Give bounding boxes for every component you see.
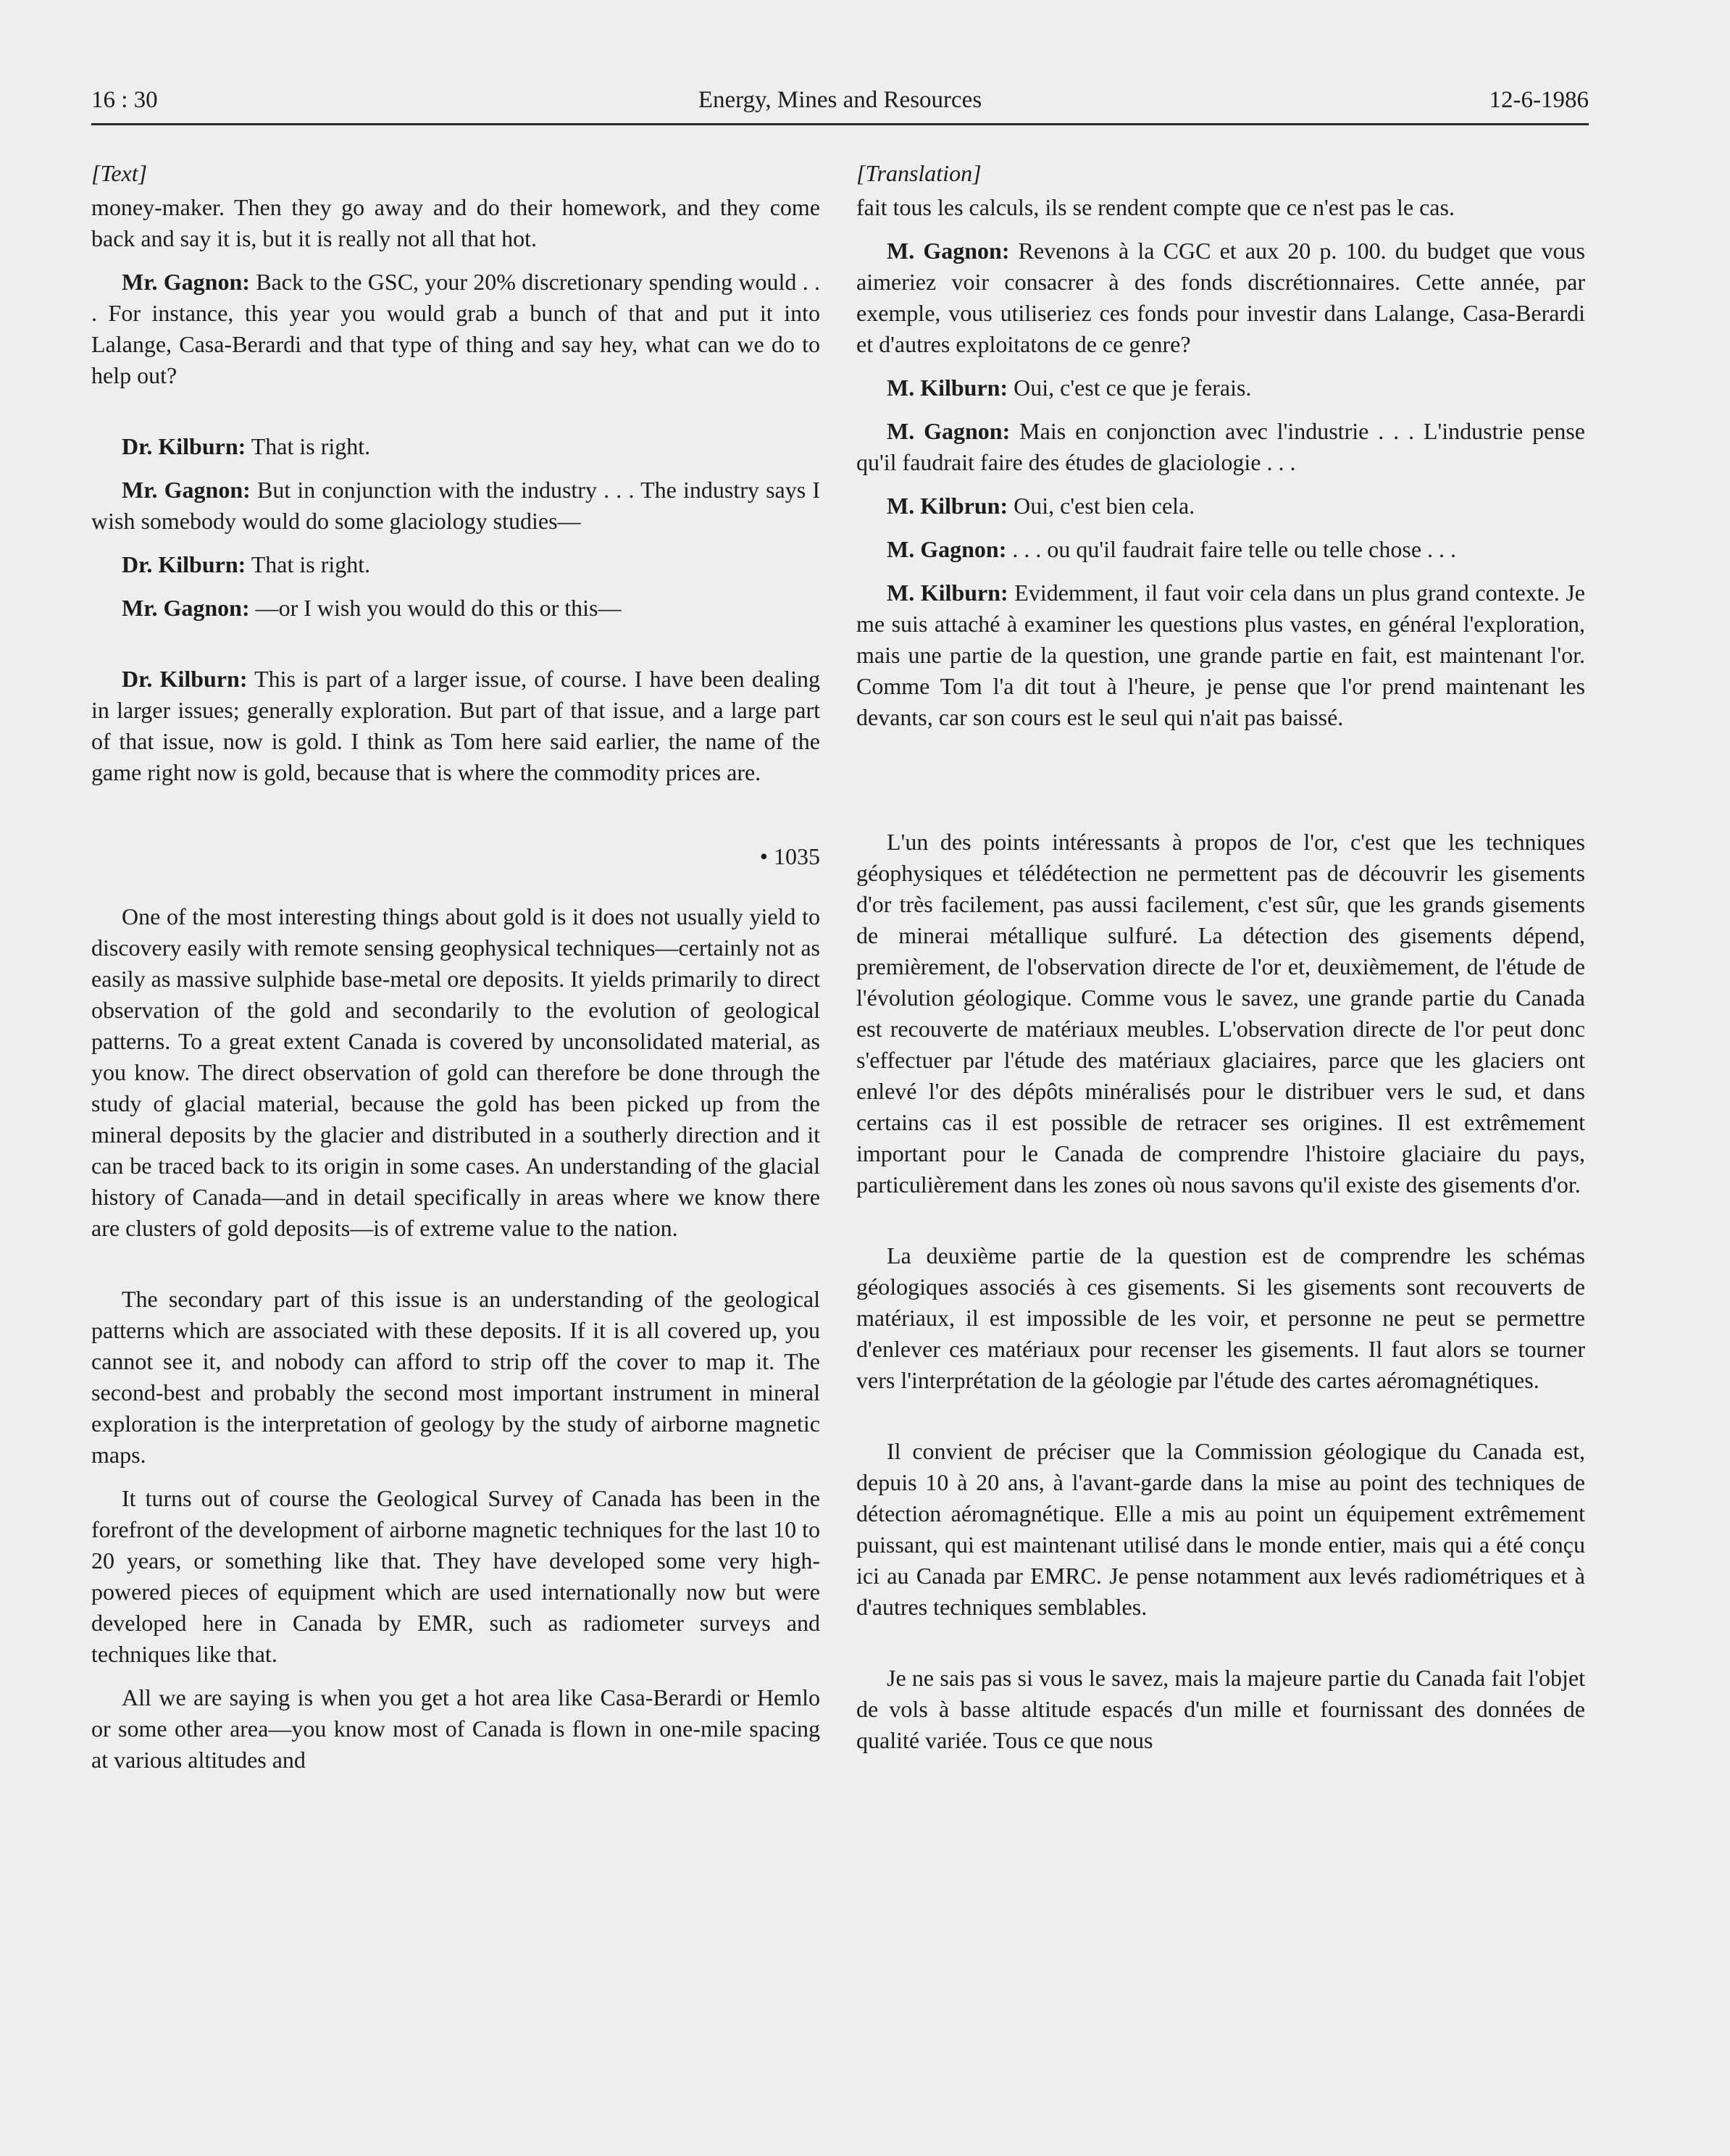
spacer [856,745,1585,786]
french-column [856,158,1585,1768]
paragraph: The secondary part of this issue is an understanding of the geological patterns which are associated with these deposits. If it is all covered up, you cannot see it, and nobody can afford to strip off the cover to map it. The second-best and probably the second most important instrument in mineral exploration is the interpretation of geology by the study of airborne magnetic maps. [91,1286,820,1468]
paragraph: M. Gagnon: Revenons à la CGC et aux 20 p. 100. du budget que vous aimeriez voir consacrer à des fonds discrétionnaires. Cette année, par exemple, vous utiliseriez ces fonds pour investir dans Lalange, Casa-Berardi et d'autres exploitatons de ce genre? [856,238,1586,357]
spacer [91,1256,820,1284]
speaker: Dr. Kilburn: [122,666,248,692]
english-column [91,158,820,1788]
spacer [91,404,820,431]
speaker: M. Kilburn: [887,375,1008,401]
paragraph: Je ne sais pas si vous le savez, mais la majeure partie du Canada fait l'objet de vols à basse altitude espacés d'un mille et fournissant des données de qualité variée. Tous ce que nous [856,1665,1585,1753]
spacer [91,636,820,664]
paragraph: Mr. Gagnon: Back to the GSC, your 20% discretionary spending would . . . For instance, this year you would grab a bunch of that and put it into Lalange, Casa-Berardi and that type of thing and say hey, what can we do to help out? [91,269,821,388]
paragraph: Dr. Kilburn: That is right. [122,551,371,577]
paragraph: Mr. Gagnon: But in conjunction with the industry . . . The industry says I wish somebody would do some glaciology studies— [91,477,821,534]
paragraph: M. Kilbrun: Oui, c'est bien cela. [887,493,1195,519]
publication-date: 12-6-1986 [1489,87,1589,113]
spacer [856,1213,1585,1240]
paragraph: All we are saying is when you get a hot area like Casa-Berardi or Hemlo or some other area—you know most of Canada is flown in one-mile spacing at various altitudes and [91,1684,820,1773]
time-marker: • 1035 [759,843,820,869]
speaker: Mr. Gagnon: [122,595,250,621]
paragraph: It turns out of course the Geological Survey of Canada has been in the forefront of the development of airborne magnetic techniques for the last 10 to 20 years, or something like that. They have developed some very high-powered pieces of equipment which are used internationally now but were developed here in Canada by EMR, such as radiometer surveys and techniques like that. [91,1485,820,1667]
paragraph: Mr. Gagnon: —or I wish you would do this or this— [122,595,622,621]
spacer [91,801,820,841]
paragraph: Il convient de préciser que la Commission géologique du Canada est, depuis 10 à 20 ans, à l'avant-garde dans la mise au point des techniques de détection aéromagnétique. Elle a mis au point un équipement extrêmement puissant, qui est maintenant utilisé dans le monde entier, mais qui a été conçu ici au Canada par EMRC. Je pense notamment aux levés radiométriques et à d'autres techniques semblables. [856,1438,1585,1620]
publication-title: Energy, Mines and Resources [698,87,982,113]
column-label: [Text] [91,160,148,186]
page-header [91,84,1589,125]
page-number: 16 : 30 [91,87,158,113]
paragraph: M. Kilburn: Oui, c'est ce que je ferais. [887,375,1252,401]
column-label: [Translation] [856,160,982,186]
paragraph: M. Kilburn: Evidemment, il faut voir cela dans un plus grand contexte. Je me suis attaché à examiner les questions plus vastes, en général l'exploration, mais une partie de la question, une grande partie en fait, est maintenant l'or. Comme Tom l'a dit tout à l'heure, je pense que l'or prend maintenant les devants, car son cours est le seul qui n'ait pas baissé. [856,580,1586,730]
paragraph: M. Gagnon: Mais en conjonction avec l'industrie . . . L'industrie pense qu'il faudrait faire des études de glaciologie . . . [856,418,1585,475]
speaker: Dr. Kilburn: [122,433,246,459]
paragraph: One of the most interesting things about gold is it does not usually yield to discovery easily with remote sensing geophysical techniques—certainly not as easily as massive sulphide base-metal ore deposits. It yields primarily to direct observation of the gold and secondarily to the evolution of geological patterns. To a great extent Canada is covered by unconsolidated material, as you know. The direct observation of gold can therefore be done through the study of glacial material, because the gold has been picked up from the mineral deposits by the glacier and distributed in a southerly direction and it can be traced back to its origin in some cases. An understanding of the glacial history of Canada—and in detail specifically in areas where we know there are clusters of gold deposits—is of extreme value to the nation. [91,903,820,1241]
paragraph: Dr. Kilburn: That is right. [122,433,371,459]
speaker: M. Gagnon: [887,536,1007,562]
paragraph: money-maker. Then they go away and do their homework, and they come back and say it is, but it is really not all that hot. [91,194,820,251]
paragraph: L'un des points intéressants à propos de l'or, c'est que les techniques géophysiques et télédétection ne permettent pas de découvrir les gisements d'or très facilement, pas aussi facilement, c'est sûr, que les grands gisements de minerai métallique sulfuré. La détection des gisements dépend, premièrement, de l'observation directe de l'or et, deuxièmement, de l'étude de l'évolution géologique. Comme vous le savez, une grande partie du Canada est recouverte de matériaux meubles. L'observation directe de l'or peut donc s'effectuer par l'étude des matériaux glaciaires, parce que les glaciers ont enlevé l'or des dépôts minéralisés pour le distribuer vers le sud, et dans certains cas il est possible de retracer ses origines. Il est extrêmement important pour le Canada de comprendre l'histoire glaciaire du pays, particulièrement dans les zones où nous savons qu'il existe des gisements d'or. [856,829,1585,1198]
speaker: M. Kilburn: [887,580,1008,606]
speaker: M. Kilbrun: [887,493,1008,519]
paragraph: M. Gagnon: . . . ou qu'il faudrait faire telle ou telle chose . . . [887,536,1457,562]
spacer [856,786,1585,827]
speaker: M. Gagnon: [887,238,1010,264]
speaker: Mr. Gagnon: [122,269,250,295]
paragraph: fait tous les calculs, ils se rendent compte que ce n'est pas le cas. [856,194,1455,220]
paragraph: La deuxième partie de la question est de comprendre les schémas géologiques associés à ces gisements. Si les gisements sont recouverts de matériaux, il est impossible de les voir, et personne ne peut se permettre d'enlever ces matériaux pour recenser les gisements. Il faut alors se tourner vers l'interprétation de la géologie par l'étude des cartes aéromagnétiques. [856,1242,1585,1393]
spacer [856,1635,1585,1663]
spacer [856,1408,1585,1436]
speaker: M. Gagnon: [887,418,1011,444]
paragraph: Dr. Kilburn: This is part of a larger issue, of course. I have been dealing in larger issues; generally exploration. But part of that issue, and a large part of that issue, now is gold. I think as Tom here said earlier, the name of the game right now is gold, because that is where the commodity prices are. [91,666,821,785]
speaker: Dr. Kilburn: [122,551,246,577]
speaker: Mr. Gagnon: [122,477,251,503]
